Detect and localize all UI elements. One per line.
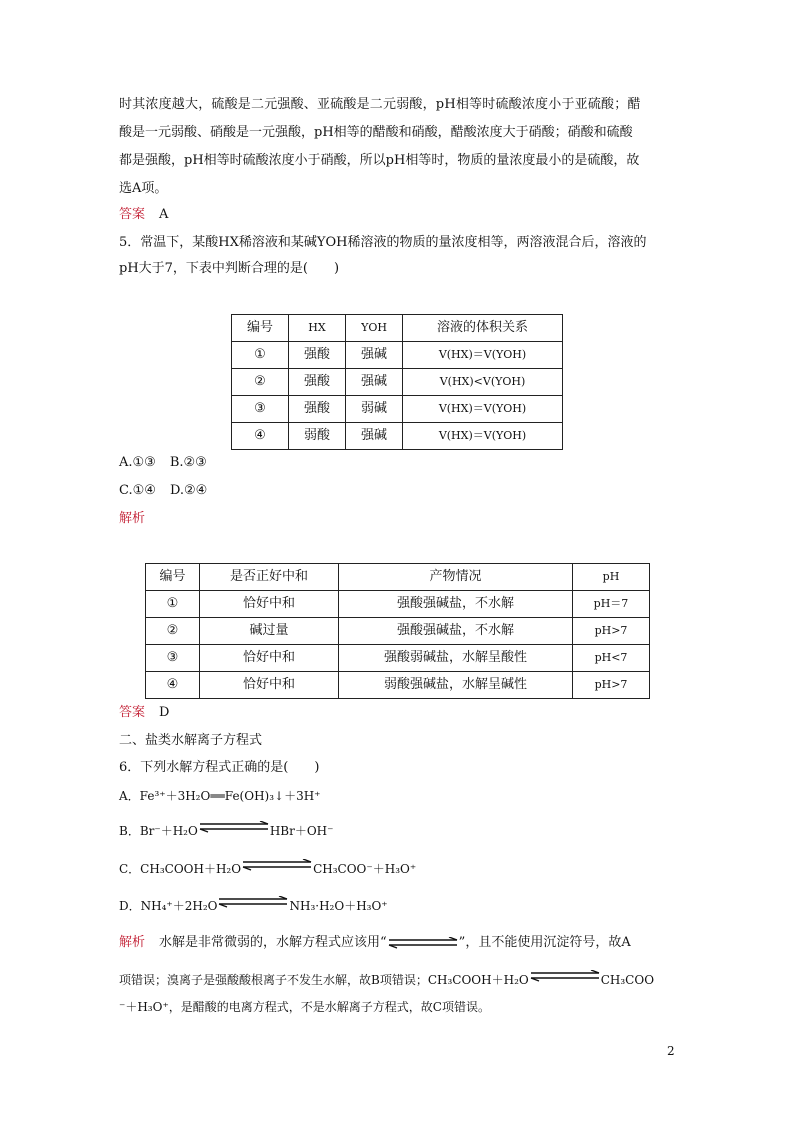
question-table [231,314,563,450]
equation-left: B．Br⁻＋H₂O [119,824,198,838]
table-header: 编号 [232,315,289,342]
table-cell: pH＝7 [573,591,650,618]
table-cell: ③ [232,396,289,423]
table-cell: 强碱 [346,423,403,450]
answer-value: A [159,207,169,222]
table-header: YOH [346,315,403,342]
question-stem-line: 5．常温下，某酸HX稀溶液和某碱YOH稀溶液的物质的量浓度相等，两溶液混合后，溶液的 [119,235,647,250]
question-stem-line: 6．下列水解方程式正确的是( ) [119,760,320,775]
table-row [232,396,563,423]
table-cell: ③ [146,645,200,672]
paragraph-line: 酸是一元弱酸、硝酸是一元强酸，pH相等的醋酸和硝酸，醋酸浓度大于硝酸；硝酸和硫酸 [119,125,633,140]
table-cell: pH<7 [573,645,650,672]
table-row [232,342,563,369]
table-cell: V(HX)＝V(YOH) [403,342,563,369]
paragraph-line: 都是强酸，pH相等时硫酸浓度小于硝酸，所以pH相等时，物质的量浓度最小的是硫酸，故 [119,153,640,168]
answer-label: 答案 [119,705,146,720]
table-cell: 强碱 [346,342,403,369]
analysis-table [145,563,650,699]
analysis-line: ⁻＋H₃O⁺，是醋酸的电离方程式，不是水解离子方程式，故C项错误。 [119,1000,490,1014]
table-header: pH [573,564,650,591]
table-cell: 强酸 [289,396,346,423]
section-heading: 二、盐类水解离子方程式 [119,733,263,748]
table-cell: 强酸强碱盐，不水解 [339,618,573,645]
table-cell: 强碱 [346,369,403,396]
analysis-line [119,934,631,952]
option-value: ①③ [132,455,156,470]
table-cell: ① [232,342,289,369]
option-key: D. [169,483,185,498]
option-b [119,822,334,840]
table-row [232,369,563,396]
table-cell: V(HX)<V(YOH) [403,369,563,396]
table-cell: ④ [146,672,200,699]
table-cell: ① [146,591,200,618]
answer-line [119,704,169,722]
option-key: C. [119,483,133,498]
table-cell: 强酸 [289,369,346,396]
table-cell: 恰好中和 [200,591,339,618]
analysis-label: 解析 [119,935,146,950]
equilibrium-arrow-icon [241,859,313,871]
table-cell: 弱酸 [289,423,346,450]
page-number: 2 [667,1044,675,1058]
answer-label: 答案 [119,207,146,222]
table-header: HX [289,315,346,342]
table-header: 溶液的体积关系 [403,315,563,342]
table-cell: ② [146,618,200,645]
analysis-text: ”，且不能使用沉淀符号，故A [458,935,631,950]
option-value: ①④ [132,483,156,498]
equilibrium-arrow-icon [529,970,601,982]
question-stem-line: pH大于7，下表中判断合理的是( ) [119,261,340,276]
table-cell: pH>7 [573,618,650,645]
analysis-text: 水解是非常微弱的，水解方程式应该用“ [159,935,387,950]
table-cell: ② [232,369,289,396]
option-key: A. [119,455,133,470]
table-cell: 恰好中和 [200,645,339,672]
table-cell: 强酸强碱盐，不水解 [339,591,573,618]
analysis-text: CH₃COO [600,973,655,987]
paragraph-line: 选A项。 [119,181,168,196]
table-cell: pH>7 [573,672,650,699]
table-header: 是否正好中和 [200,564,339,591]
analysis-text: 项错误；溴离子是强酸酸根离子不发生水解，故B项错误；CH₃COOH＋H₂O [119,973,529,987]
table-cell: V(HX)＝V(YOH) [403,396,563,423]
equation-right: CH₃COO⁻＋H₃O⁺ [313,862,417,876]
answer-value: D [159,705,170,720]
equation-right: HBr＋OH⁻ [269,824,334,838]
option-value: ②③ [183,455,207,470]
equilibrium-arrow-icon [387,937,459,949]
table-cell: 弱酸强碱盐，水解呈碱性 [339,672,573,699]
analysis-label: 解析 [119,511,146,526]
paragraph-line: 时其浓度越大，硫酸是二元强酸、亚硫酸是二元弱酸，pH相等时硫酸浓度小于亚硫酸；醋 [119,97,641,112]
equilibrium-arrow-icon [198,821,270,833]
option-d [119,897,388,915]
table-row [146,645,650,672]
table-row [146,591,650,618]
table-header: 编号 [146,564,200,591]
table-cell: 弱碱 [346,396,403,423]
table-cell: ④ [232,423,289,450]
equation-left: C．CH₃COOH＋H₂O [119,862,242,876]
equilibrium-arrow-icon [217,896,289,908]
analysis-line [119,971,654,989]
equation-right: NH₃·H₂O＋H₃O⁺ [289,899,388,913]
table-cell: 碱过量 [200,618,339,645]
equation-left: D．NH₄⁺＋2H₂O [119,899,218,913]
options-line [119,482,207,500]
option-value: ②④ [184,483,208,498]
table-cell: V(HX)＝V(YOH) [403,423,563,450]
answer-line [119,206,168,224]
options-line [119,454,207,472]
option-key: B. [169,455,184,470]
table-row [146,672,650,699]
table-header: 产物情况 [339,564,573,591]
table-row [232,423,563,450]
table-cell: 强酸弱碱盐，水解呈酸性 [339,645,573,672]
table-cell: 恰好中和 [200,672,339,699]
table-cell: 强酸 [289,342,346,369]
option-a: A．Fe³⁺＋3H₂O══Fe(OH)₃↓＋3H⁺ [119,789,321,803]
option-c [119,860,416,878]
table-row [146,618,650,645]
